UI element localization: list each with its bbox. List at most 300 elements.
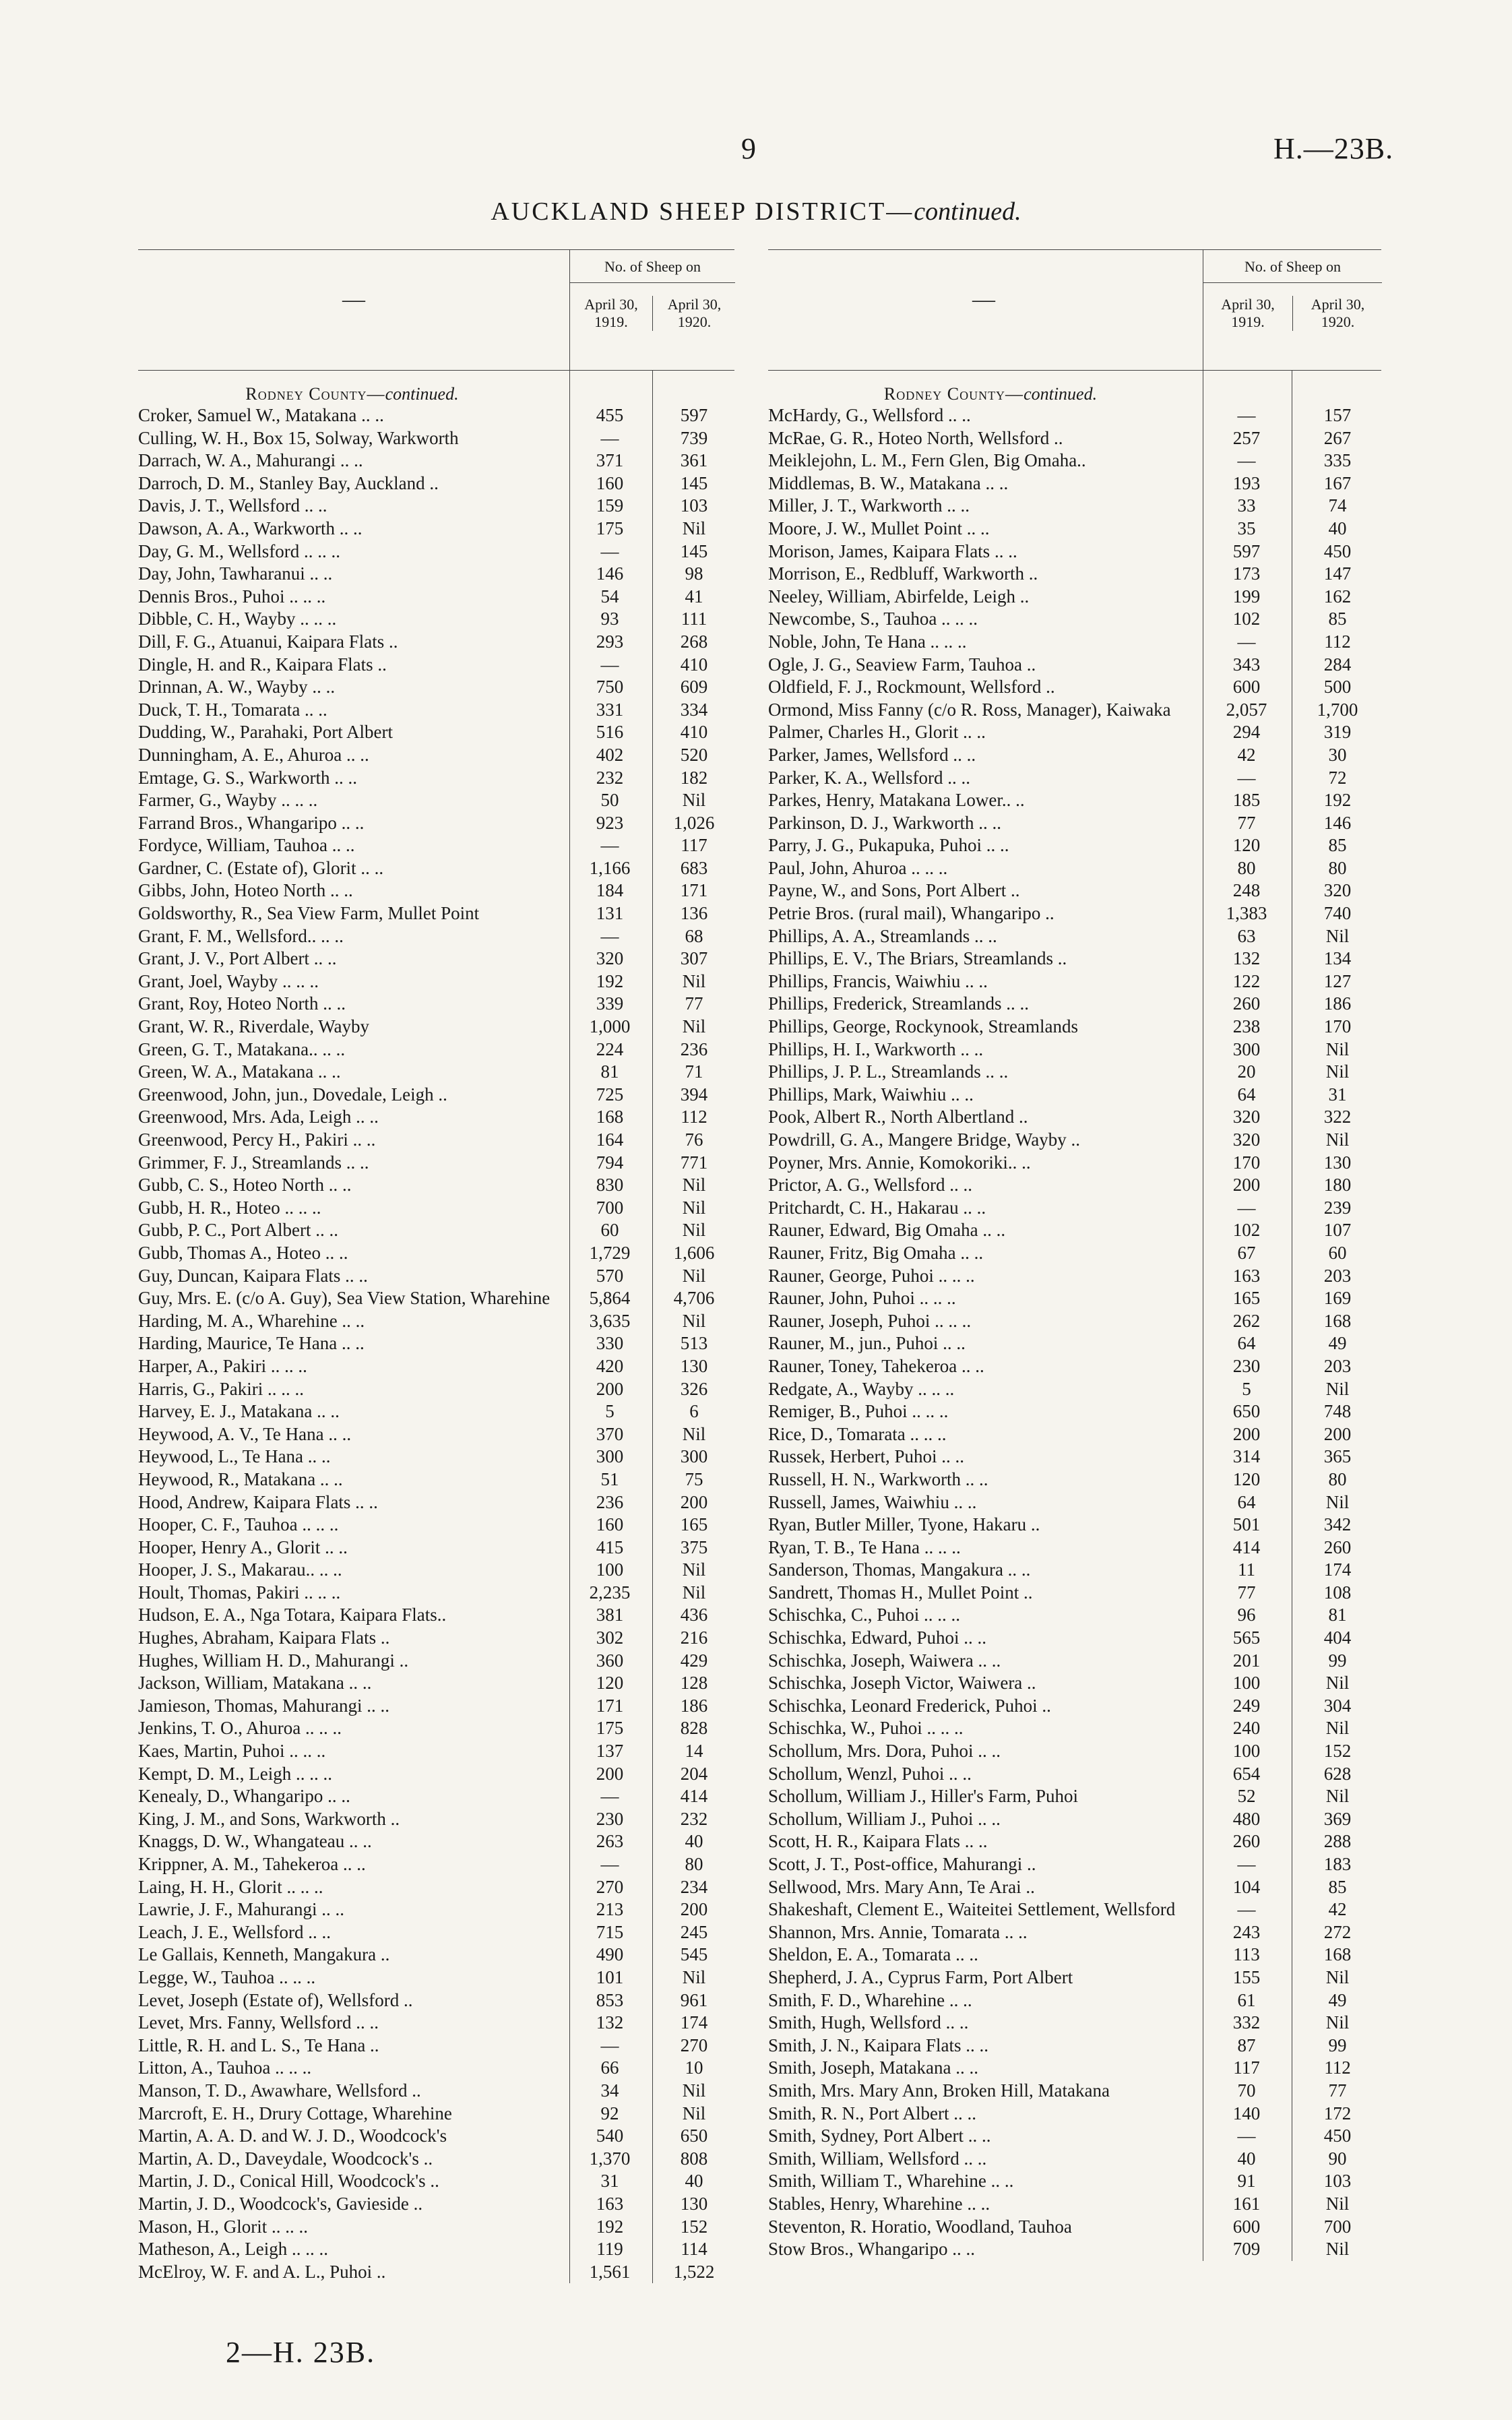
table-row — [138, 767, 734, 790]
sheep-1920: 609 — [680, 677, 708, 697]
sheep-1920: 85 — [1328, 609, 1347, 629]
table-row — [768, 1038, 1381, 1061]
table-row — [138, 834, 734, 857]
sheep-1920: 145 — [680, 472, 708, 493]
holder-name: Schollum, Wenzl, Puhoi .. .. — [768, 1763, 972, 1784]
holder-name: Drinnan, A. W., Wayby .. .. — [138, 677, 336, 697]
table-row — [768, 925, 1381, 948]
holder-name: Smith, Sydney, Port Albert .. .. — [768, 2126, 991, 2146]
table-row — [138, 449, 734, 472]
holder-name: Heywood, R., Matakana .. .. — [138, 1468, 343, 1489]
holder-name: Rauner, Edward, Big Omaha .. .. — [768, 1220, 1006, 1241]
holder-name: Sandrett, Thomas H., Mullet Point .. — [768, 1582, 1033, 1603]
sheep-1920: 128 — [680, 1673, 708, 1694]
sheep-1920: 4,706 — [673, 1288, 715, 1309]
sheep-1920: Nil — [1325, 2239, 1350, 2260]
holder-name: Dibble, C. H., Wayby .. .. .. — [138, 609, 337, 629]
table-row — [138, 857, 734, 880]
table-row — [138, 1989, 734, 2012]
sheep-1920: 165 — [680, 1514, 708, 1535]
holder-name: Smith, F. D., Wharehine .. .. — [768, 1989, 972, 2010]
sheep-1920: 1,700 — [1317, 699, 1358, 720]
right-table — [768, 249, 1381, 2261]
sheep-1920: 204 — [680, 1763, 708, 1784]
table-row — [138, 1740, 734, 1763]
holder-name: Litton, A., Tauhoa .. .. .. — [138, 2057, 312, 2078]
sheep-1919: 63 — [1237, 925, 1256, 946]
sheep-1919: — — [600, 540, 619, 561]
sheep-1919: 87 — [1237, 2035, 1256, 2055]
sheep-1920: 169 — [1323, 1288, 1352, 1309]
table-row — [138, 1695, 734, 1718]
holder-name: Morrison, E., Redbluff, Warkworth .. — [768, 563, 1038, 584]
sheep-1919: 193 — [1232, 472, 1261, 493]
holder-name: Little, R. H. and L. S., Te Hana .. — [138, 2035, 379, 2055]
county-continued: continued. — [1023, 384, 1098, 404]
table-row — [768, 1355, 1381, 1378]
sheep-1920: Nil — [682, 1423, 706, 1444]
holder-name: Parker, James, Wellsford .. .. — [768, 744, 976, 765]
sheep-1920: 42 — [1328, 1899, 1347, 1920]
sheep-1920: 130 — [1323, 1152, 1352, 1173]
holder-name: Powdrill, G. A., Mangere Bridge, Wayby .. — [768, 1129, 1081, 1150]
holder-name: Phillips, Frederick, Streamlands .. .. — [768, 993, 1029, 1014]
sheep-1919: 360 — [596, 1650, 624, 1671]
sheep-1919: 330 — [596, 1333, 624, 1354]
sheep-1919: 725 — [596, 1084, 624, 1105]
holder-name: Darrach, W. A., Mahurangi .. .. — [138, 450, 363, 471]
holder-name: Payne, W., and Sons, Port Albert .. — [768, 880, 1020, 901]
holder-name: Rauner, John, Puhoi .. .. .. — [768, 1288, 956, 1309]
holder-name: Heywood, L., Te Hana .. .. — [138, 1446, 331, 1467]
sheep-1920: Nil — [682, 1559, 706, 1580]
table-row — [768, 812, 1381, 835]
sheep-1919: 455 — [596, 405, 624, 425]
table-row — [138, 1582, 734, 1605]
sheep-1919: 170 — [1232, 1152, 1261, 1173]
sheep-1920: 103 — [1323, 2171, 1352, 2192]
holder-name: Phillips, J. P. L., Streamlands .. .. — [768, 1061, 1009, 1082]
sheep-1919: 516 — [596, 722, 624, 743]
sheep-1919: — — [600, 835, 619, 856]
sheep-1919: 117 — [1233, 2057, 1260, 2078]
holder-name: Hood, Andrew, Kaipara Flats .. .. — [138, 1491, 378, 1512]
sheep-1920: 98 — [685, 563, 703, 584]
holder-name: Grant, Joel, Wayby .. .. .. — [138, 970, 319, 991]
sheep-1919: 293 — [596, 631, 624, 652]
holder-name: Martin, J. D., Woodcock's, Gavieside .. — [138, 2193, 423, 2214]
sheep-1919: 331 — [596, 699, 624, 720]
table-row — [138, 1763, 734, 1786]
holder-name: Green, G. T., Matakana.. .. .. — [138, 1038, 346, 1059]
holder-name: Gibbs, John, Hoteo North .. .. — [138, 880, 353, 901]
sheep-1919: 236 — [596, 1491, 624, 1512]
county-name: Rodney County— — [245, 384, 385, 404]
sheep-1919: 100 — [596, 1559, 624, 1580]
sheep-1919: 420 — [596, 1355, 624, 1376]
holder-name: Hughes, Abraham, Kaipara Flats .. — [138, 1627, 390, 1648]
sheep-1920: 152 — [1323, 1741, 1352, 1762]
sheep-1919: 165 — [1232, 1288, 1261, 1309]
table-row — [768, 1966, 1381, 1989]
sheep-1920: 320 — [1323, 880, 1352, 901]
sheep-1919: 81 — [600, 1061, 619, 1082]
sheep-1920: 361 — [680, 450, 708, 471]
holder-name: Grant, F. M., Wellsford.. .. .. — [138, 925, 344, 946]
sheep-1920: 394 — [680, 1084, 708, 1105]
sheep-1920: 76 — [685, 1129, 703, 1150]
table-row — [138, 1061, 734, 1084]
holder-name: Smith, R. N., Port Albert .. .. — [768, 2103, 977, 2123]
table-row — [768, 608, 1381, 631]
table-row — [138, 1514, 734, 1537]
holder-name: Poyner, Mrs. Annie, Komokoriki.. .. — [768, 1152, 1031, 1173]
sheep-1919: 201 — [1232, 1650, 1261, 1671]
holder-name: Smith, Joseph, Matakana .. .. — [768, 2057, 978, 2078]
holder-name: Paul, John, Ahuroa .. .. .. — [768, 857, 948, 878]
left-table — [138, 249, 734, 2283]
sheep-1920: Nil — [682, 1197, 706, 1218]
table-row — [138, 993, 734, 1016]
sheep-1919: 715 — [596, 1921, 624, 1942]
sheep-1919: 565 — [1232, 1627, 1261, 1648]
holder-name: Petrie Bros. (rural mail), Whangaripo .. — [768, 903, 1054, 924]
sheep-1920: Nil — [682, 1265, 706, 1286]
sheep-1919: 238 — [1232, 1016, 1261, 1037]
table-row — [768, 631, 1381, 654]
table-row — [768, 1061, 1381, 1084]
sheep-1919: 96 — [1237, 1605, 1256, 1625]
table-row — [138, 699, 734, 722]
sheep-1919: 160 — [596, 1514, 624, 1535]
table-row — [138, 1808, 734, 1831]
table-row — [768, 2103, 1381, 2126]
table-row — [768, 1219, 1381, 1242]
sheep-1919: 54 — [600, 586, 619, 607]
holder-name: Dingle, H. and R., Kaipara Flats .. — [138, 654, 387, 675]
holder-name: Pritchardt, C. H., Hakarau .. .. — [768, 1197, 986, 1218]
table-row — [768, 404, 1381, 427]
header-dash: — — [972, 287, 995, 312]
sheep-1920: 414 — [680, 1786, 708, 1807]
sheep-1919: 160 — [596, 472, 624, 493]
table-row — [768, 2148, 1381, 2171]
sheep-1920: 108 — [1323, 1582, 1352, 1603]
table-row — [768, 1559, 1381, 1582]
table-row — [138, 1446, 734, 1468]
sheep-1920: 545 — [680, 1944, 708, 1965]
holder-name: Harding, M. A., Wharehine .. .. — [138, 1310, 365, 1331]
sheep-1919: 122 — [1232, 970, 1261, 991]
sheep-1919: 163 — [1232, 1265, 1261, 1286]
table-row — [768, 1310, 1381, 1333]
sheep-1920: 365 — [1323, 1446, 1352, 1467]
title-continued: continued. — [914, 197, 1021, 226]
table-row — [138, 1627, 734, 1650]
table-row — [138, 1537, 734, 1559]
sheep-1920: Nil — [1325, 2012, 1350, 2033]
table-row — [138, 1785, 734, 1808]
sheep-1920: 186 — [680, 1695, 708, 1716]
table-row — [768, 1627, 1381, 1650]
sheep-1920: 77 — [685, 993, 703, 1014]
sheep-1920: 130 — [680, 1355, 708, 1376]
sheep-1919: 33 — [1237, 495, 1256, 516]
holder-name: Krippner, A. M., Tahekeroa .. .. — [138, 1854, 366, 1874]
sheep-1920: 80 — [1328, 1468, 1347, 1489]
sheep-1919: 200 — [1232, 1423, 1261, 1444]
holder-name: Kenealy, D., Whangaripo .. .. — [138, 1786, 350, 1807]
sheep-1919: 200 — [596, 1763, 624, 1784]
table-row — [768, 902, 1381, 925]
sheep-1920: 236 — [680, 1038, 708, 1059]
table-row — [768, 518, 1381, 540]
sheep-1920: 71 — [685, 1061, 703, 1082]
sheep-1919: 654 — [1232, 1763, 1261, 1784]
holder-name: Farmer, G., Wayby .. .. .. — [138, 790, 318, 811]
holder-name: Duck, T. H., Tomarata .. .. — [138, 699, 327, 720]
sheep-1919: 1,561 — [589, 2261, 631, 2282]
table-row — [768, 2193, 1381, 2216]
table-row — [768, 1197, 1381, 1220]
sheep-1919: 263 — [596, 1831, 624, 1852]
table-row — [138, 1038, 734, 1061]
sheep-1920: 90 — [1328, 2148, 1347, 2169]
holder-name: Russell, James, Waiwhiu .. .. — [768, 1491, 977, 1512]
sheep-1919: — — [1237, 405, 1256, 425]
sheep-1920: 99 — [1328, 2035, 1347, 2055]
sheep-1919: 597 — [1232, 540, 1261, 561]
table-row — [768, 1921, 1381, 1944]
sheep-1920: 174 — [1323, 1559, 1352, 1580]
table-row — [768, 2012, 1381, 2035]
table-row — [768, 2035, 1381, 2057]
sheep-1919: 249 — [1232, 1695, 1261, 1716]
holder-name: Newcombe, S., Tauhoa .. .. .. — [768, 609, 978, 629]
sheep-1919: 64 — [1237, 1084, 1256, 1105]
holder-name: McElroy, W. F. and A. L., Puhoi .. — [138, 2261, 386, 2282]
holder-name: Jackson, William, Matakana .. .. — [138, 1673, 372, 1694]
sheep-1920: Nil — [1325, 1061, 1350, 1082]
sheep-1919: 320 — [1232, 1107, 1261, 1127]
sheep-1919: 600 — [1232, 2216, 1261, 2237]
table-row — [138, 1830, 734, 1853]
sheep-1920: 117 — [681, 835, 707, 856]
holder-name: Harvey, E. J., Matakana .. .. — [138, 1401, 340, 1422]
table-row — [138, 631, 734, 654]
sheep-1920: 200 — [680, 1899, 708, 1920]
sheep-1920: 40 — [685, 1831, 703, 1852]
holder-name: Rice, D., Tomarata .. .. .. — [768, 1423, 947, 1444]
table-row — [138, 1152, 734, 1175]
holder-name: Ogle, J. G., Seaview Farm, Tauhoa .. — [768, 654, 1036, 675]
table-row — [138, 721, 734, 744]
sheep-1919: 923 — [596, 812, 624, 833]
sheep-1919: 1,370 — [589, 2148, 631, 2169]
table-row — [768, 2080, 1381, 2103]
holder-name: McRae, G. R., Hoteo North, Wellsford .. — [768, 427, 1063, 448]
sheep-1920: 31 — [1328, 1084, 1347, 1105]
sheep-1919: 570 — [596, 1265, 624, 1286]
table-row — [768, 789, 1381, 812]
holder-name: Parry, J. G., Pukapuka, Puhoi .. .. — [768, 835, 1009, 856]
sheep-1919: 480 — [1232, 1808, 1261, 1829]
sheep-1919: 243 — [1232, 1921, 1261, 1942]
holder-name: Mason, H., Glorit .. .. .. — [138, 2216, 308, 2237]
table-row — [768, 1423, 1381, 1446]
holder-name: Smith, William, Wellsford .. .. — [768, 2148, 987, 2169]
left-table-header — [138, 249, 734, 371]
sheep-1920: 597 — [680, 405, 708, 425]
sheep-1920: 168 — [1323, 1310, 1352, 1331]
holder-name: Heywood, A. V., Te Hana .. .. — [138, 1423, 352, 1444]
holder-name: Levet, Mrs. Fanny, Wellsford .. .. — [138, 2012, 379, 2033]
sheep-count-header — [1203, 250, 1382, 370]
sheep-1920: 267 — [1323, 427, 1352, 448]
sheep-1919: 80 — [1237, 857, 1256, 878]
sheep-1920: 203 — [1323, 1265, 1352, 1286]
sheep-1920: 740 — [1323, 903, 1352, 924]
holder-name: Gardner, C. (Estate of), Glorit .. .. — [138, 857, 384, 878]
sheep-1920: 234 — [680, 1876, 708, 1897]
holder-name: Rauner, George, Puhoi .. .. .. — [768, 1265, 975, 1286]
holder-name: Smith, William T., Wharehine .. .. — [768, 2171, 1014, 2192]
holder-name: Parkes, Henry, Matakana Lower.. .. — [768, 790, 1025, 811]
table-row — [768, 563, 1381, 586]
table-row — [768, 767, 1381, 790]
holder-name: Pook, Albert R., North Albertland .. — [768, 1107, 1028, 1127]
table-row — [768, 2125, 1381, 2148]
sheep-1920: Nil — [1325, 1129, 1350, 1150]
sheep-1920: 111 — [681, 609, 707, 629]
sheep-1920: 180 — [1323, 1175, 1352, 1196]
table-row — [768, 1332, 1381, 1355]
table-row — [138, 789, 734, 812]
sheep-1920: 85 — [1328, 1876, 1347, 1897]
sheep-1920: 410 — [680, 722, 708, 743]
sheep-1920: 808 — [680, 2148, 708, 2169]
sheep-1919: 161 — [1232, 2193, 1261, 2214]
table-row — [768, 1582, 1381, 1605]
table-row — [768, 970, 1381, 993]
sheep-1919: — — [1237, 2126, 1256, 2146]
holder-name: Shakeshaft, Clement E., Waiteitei Settlement, Wellsford — [768, 1899, 1176, 1920]
table-row — [768, 1265, 1381, 1288]
sheep-1919: 120 — [1232, 835, 1261, 856]
sheep-1920: 85 — [1328, 835, 1347, 856]
sheep-1920: Nil — [682, 1220, 706, 1241]
sheep-1920: 77 — [1328, 2080, 1347, 2101]
holder-name: Le Gallais, Kenneth, Mangakura .. — [138, 1944, 390, 1965]
table-row — [768, 1174, 1381, 1197]
sheep-1919: 102 — [1232, 609, 1261, 629]
sheep-1920: 112 — [1324, 631, 1351, 652]
sheep-1919: 163 — [596, 2193, 624, 2214]
table-row — [768, 857, 1381, 880]
sheep-1920: 771 — [680, 1152, 708, 1173]
sheep-1920: 322 — [1323, 1107, 1352, 1127]
sheep-1919: 64 — [1237, 1491, 1256, 1512]
holder-name: Dawson, A. A., Warkworth .. .. — [138, 518, 363, 538]
holder-name: Lawrie, J. F., Mahurangi .. .. — [138, 1899, 345, 1920]
holder-name: Smith, Mrs. Mary Ann, Broken Hill, Matakana — [768, 2080, 1110, 2101]
sheep-1919: 52 — [1237, 1786, 1256, 1807]
table-row — [768, 1537, 1381, 1559]
sheep-1919: 200 — [1232, 1175, 1261, 1196]
table-row — [138, 586, 734, 609]
holder-name: Schischka, W., Puhoi .. .. .. — [768, 1718, 964, 1739]
holder-name: Guy, Duncan, Kaipara Flats .. .. — [138, 1265, 368, 1286]
table-row — [768, 1898, 1381, 1921]
holder-name: Schollum, William J., Hiller's Farm, Puhoi — [768, 1786, 1079, 1807]
table-row — [138, 1491, 734, 1514]
holder-name: Green, W. A., Matakana .. .. — [138, 1061, 341, 1082]
sheep-1920: 288 — [1323, 1831, 1352, 1852]
sheep-1919: 371 — [596, 450, 624, 471]
sheep-1920: 335 — [1323, 450, 1352, 471]
sheep-1920: 429 — [680, 1650, 708, 1671]
table-row — [768, 744, 1381, 767]
table-row — [138, 1219, 734, 1242]
sheep-1919: 11 — [1238, 1559, 1255, 1580]
table-row — [138, 1559, 734, 1582]
table-row — [768, 1514, 1381, 1537]
holder-name: Steventon, R. Horatio, Woodland, Tauhoa — [768, 2216, 1072, 2237]
sheep-1920: 272 — [1323, 1921, 1352, 1942]
sheep-1919: 192 — [596, 970, 624, 991]
sheep-1920: 40 — [1328, 518, 1347, 538]
sheep-1919: 414 — [1232, 1537, 1261, 1557]
table-row — [768, 879, 1381, 902]
table-row — [768, 1378, 1381, 1401]
sheep-1919: 700 — [596, 1197, 624, 1218]
sheep-1920: 167 — [1323, 472, 1352, 493]
table-row — [138, 925, 734, 948]
sheep-1920: 326 — [680, 1378, 708, 1399]
sheep-1920: 748 — [1323, 1401, 1352, 1422]
sheep-1919: 300 — [1232, 1038, 1261, 1059]
holder-name: Kaes, Martin, Puhoi .. .. .. — [138, 1741, 326, 1762]
holder-name: Miller, J. T., Warkworth .. .. — [768, 495, 970, 516]
sheep-1919: 131 — [596, 903, 624, 924]
sheep-1920: 410 — [680, 654, 708, 675]
sheep-1920: Nil — [682, 1016, 706, 1037]
table-row — [138, 902, 734, 925]
table-row — [138, 2261, 734, 2284]
holder-name: Oldfield, F. J., Rockmount, Wellsford .. — [768, 677, 1055, 697]
table-row — [138, 2193, 734, 2216]
table-row — [138, 2148, 734, 2171]
table-row — [138, 1650, 734, 1673]
holder-name: Ryan, Butler Miller, Tyone, Hakaru .. — [768, 1514, 1040, 1535]
sheep-1920: 450 — [1323, 540, 1352, 561]
holder-name: Harris, G., Pakiri .. .. .. — [138, 1378, 304, 1399]
holder-name: Scott, H. R., Kaipara Flats .. .. — [768, 1831, 988, 1852]
sheep-1920: 334 — [680, 699, 708, 720]
table-row — [138, 1853, 734, 1876]
header-group-title: No. of Sheep on — [570, 258, 735, 283]
holder-name: Moore, J. W., Mullet Point .. .. — [768, 518, 990, 538]
table-row — [138, 1265, 734, 1288]
table-row — [138, 1921, 734, 1944]
sheep-1920: 239 — [1323, 1197, 1352, 1218]
sheep-1919: 415 — [596, 1537, 624, 1557]
table-row — [138, 2125, 734, 2148]
holder-name: Grant, J. V., Port Albert .. .. — [138, 948, 337, 969]
sheep-1920: 192 — [1323, 790, 1352, 811]
sheep-1919: 92 — [600, 2103, 619, 2123]
holder-name: Levet, Joseph (Estate of), Wellsford .. — [138, 1989, 413, 2010]
